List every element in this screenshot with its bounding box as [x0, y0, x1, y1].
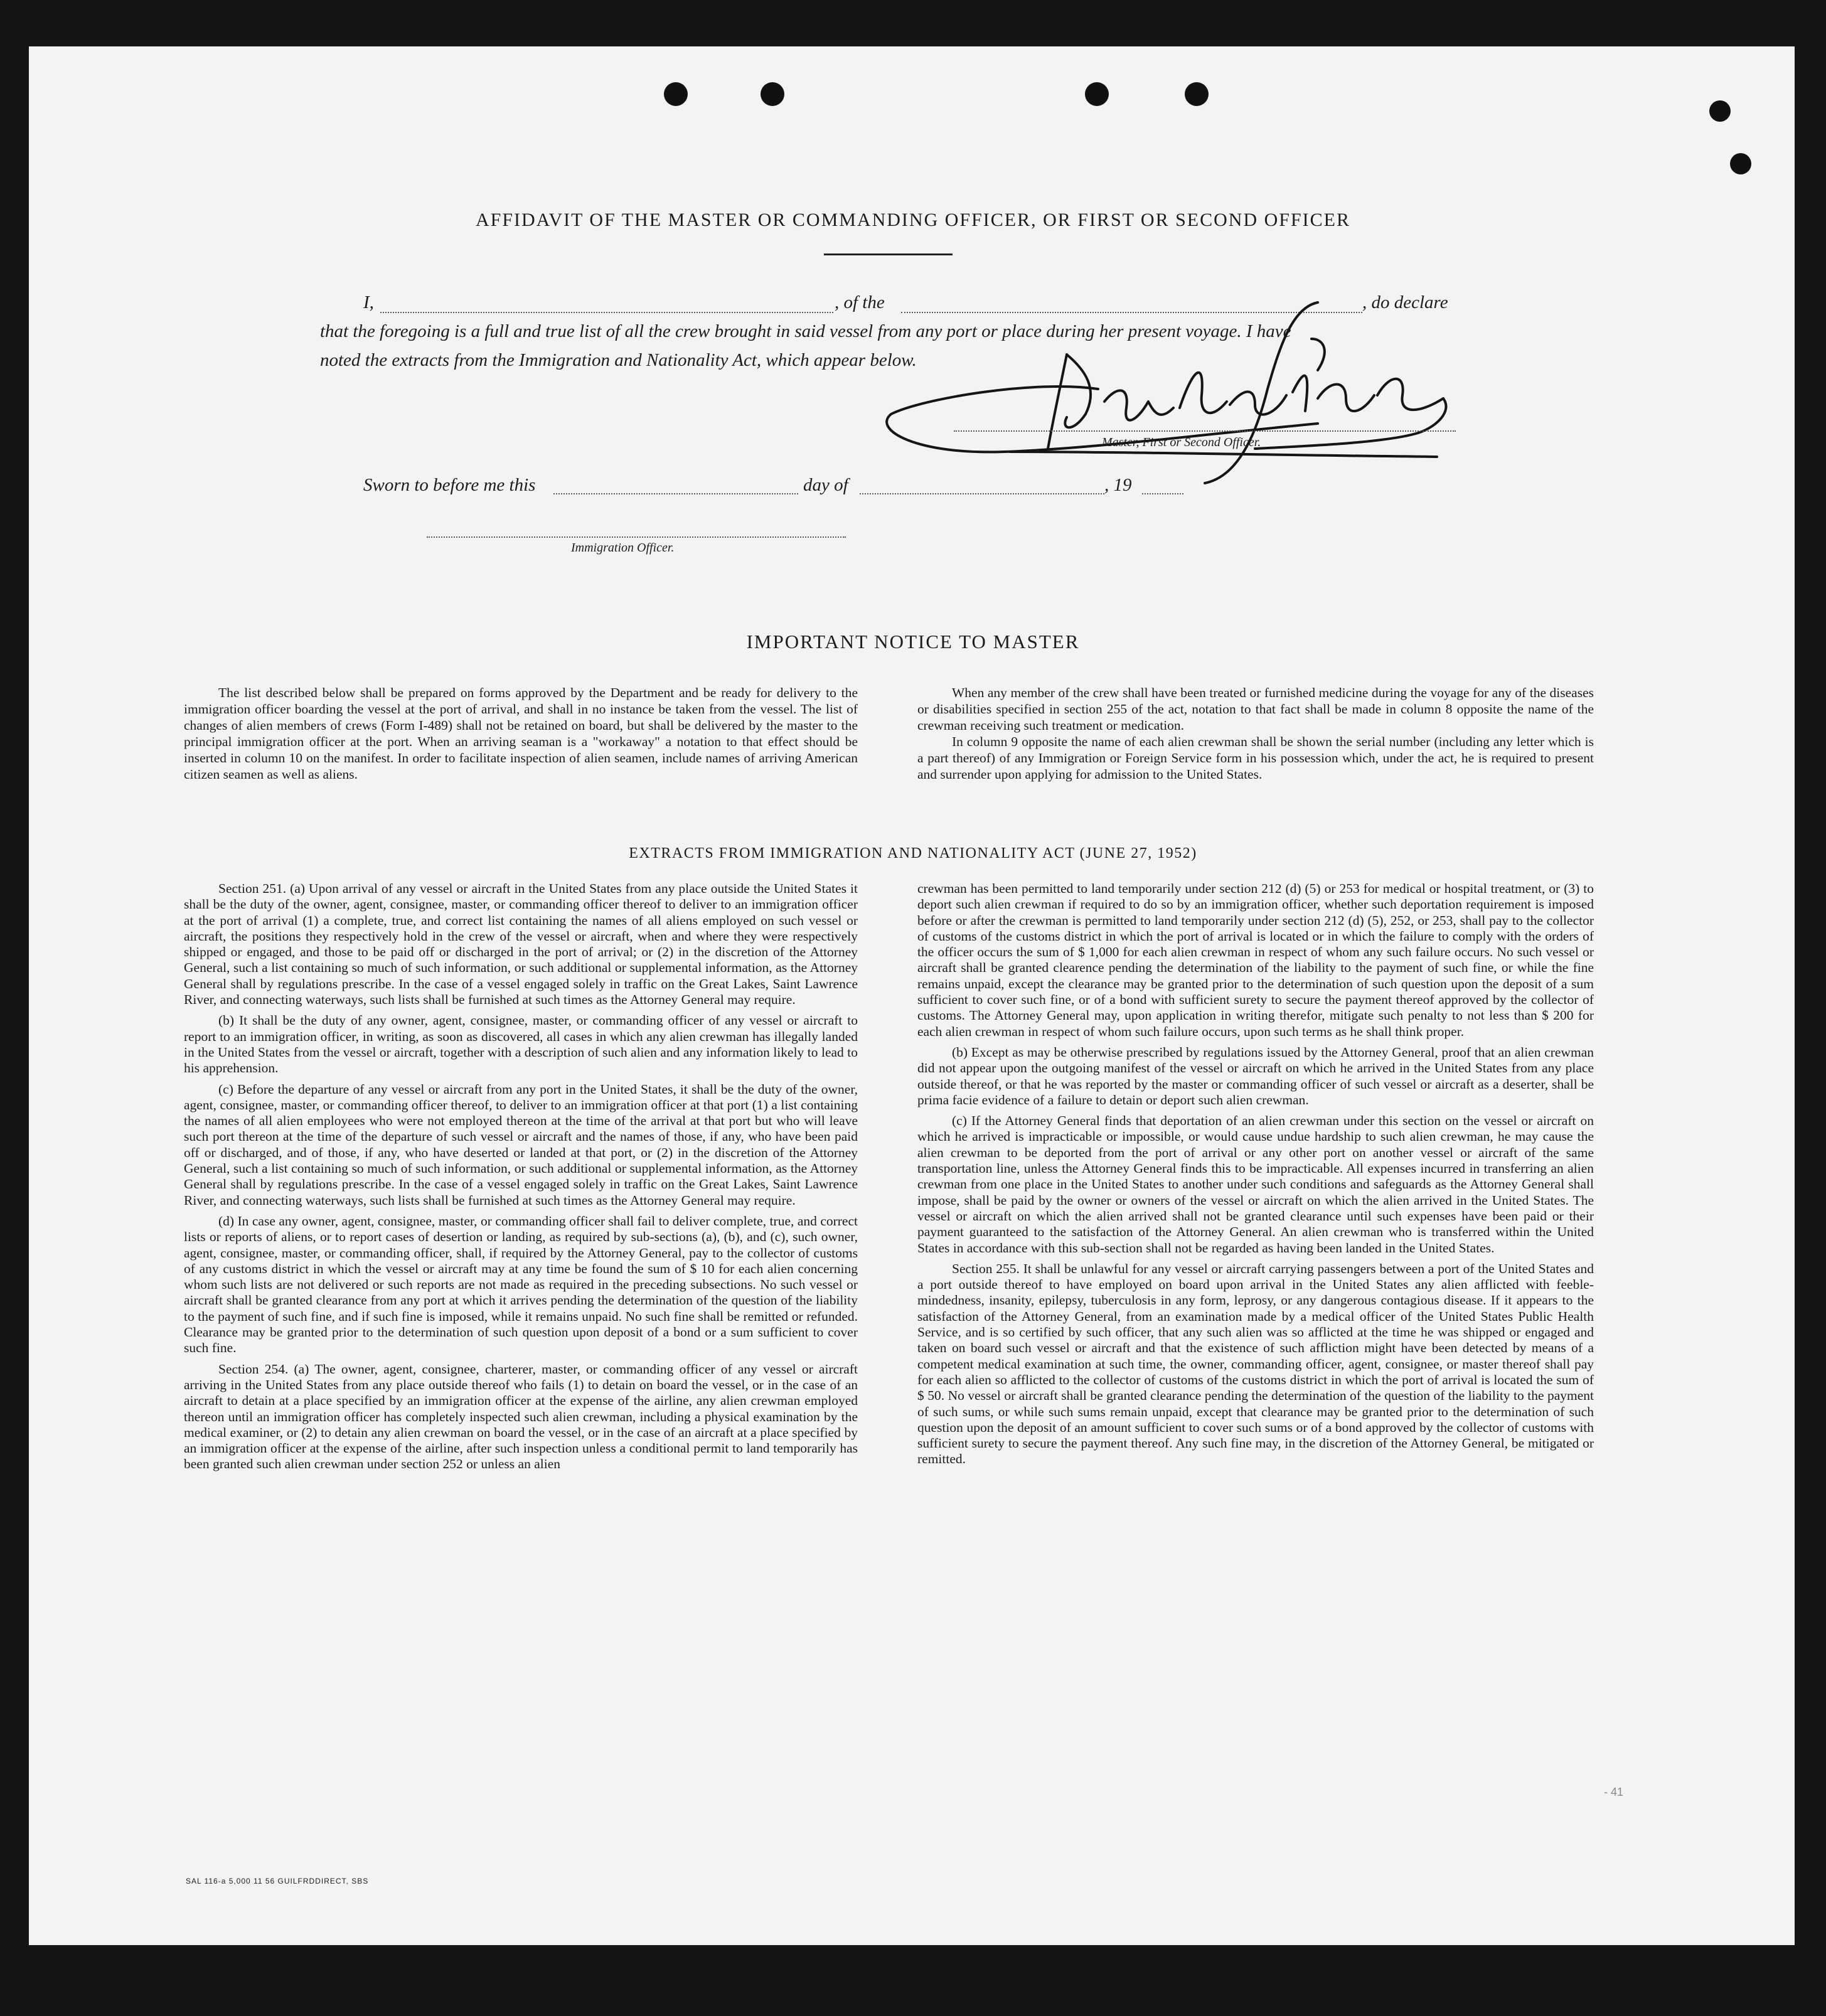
sworn-year: , 19 [1104, 475, 1132, 495]
punch-hole [1185, 82, 1209, 106]
edge-mark [1709, 100, 1731, 122]
extract-paragraph: (b) Except as may be otherwise prescribed by regulations issued by the Attorney General, proof that an alien crewman did not appear upon the outgoing manifest of the vessel or aircraft on which he arrived in the United States from any place outside thereof, or that he was reported by the master or commanding officer of such vessel or aircraft as a deserter, shall be prima facie evidence of a failure to detain or deport such alien crewman. [917, 1044, 1594, 1107]
affidavit-title: AFFIDAVIT OF THE MASTER OR COMMANDING OFFICER, OR FIRST OR SECOND OFFICER [475, 210, 1350, 230]
immigration-officer-line [427, 536, 846, 538]
month-blank [860, 493, 1104, 494]
extract-paragraph: Section 254. (a) The owner, agent, consignee, charterer, master, or commanding officer of any vessel or aircraft arriving in the United States from any place outside thereof who fails (1) to detain on board the vessel, or in the case of an aircraft to detain at a place specified by an immigration officer at the expense of the airline, any alien crewman employed thereon until an immigration officer has completely inspected such alien crewman, including a physical examination by the medical examiner, or (2) to detain any alien crewman on board the vessel, or in the case of an aircraft at a place specified by an immigration officer at the expense of the airline, after such inspection unless a conditional permit to land temporarily has been granted such alien crewman under section 252 or unless an alien [184, 1361, 858, 1472]
signature-image [878, 295, 1475, 508]
extracts-title: EXTRACTS FROM IMMIGRATION AND NATIONALITY ACT (JUNE 27, 1952) [629, 845, 1197, 861]
extract-paragraph: (c) Before the departure of any vessel or aircraft from any port in the United States, it shall be the duty of the owner, agent, consignee, master, or commanding officer thereof, to deliver to an immigration officer at that port (1) a list containing the names of all alien employees who were not employed thereon at the time of the arrival at that port but who will leave such port thereon at the time of the departure of such vessel or aircraft and the names of those, if any, who have been paid off or discharged, and of those, if any, who have deserted or landed at that port, or (2) in the discretion of the Attorney General, such a list containing so much of such information, or such additional or supplemental information, as the Attorney General shall by regulations prescribe. In the case of a vessel engaged solely in traffic on the Great Lakes, Saint Lawrence River, and connecting waterways, such lists shall be furnished at such times as the Attorney General may require. [184, 1081, 858, 1208]
day-blank [553, 493, 798, 494]
title-underline [824, 253, 953, 255]
extract-paragraph: Section 255. It shall be unlawful for any vessel or aircraft carrying passengers between a port of the United States and a port outside thereof to have employed on board upon arrival in the United States any alien afflicted with feeble-mindedness, insanity, epilepsy, tuberculosis in any form, leprosy, or any dangerous contagious disease. If it appears to the satisfaction of the Attorney General, from an examination made by a medical officer of the United States Public Health Service, and is so certified by such officer, that any such alien was so afflicted at the time he was shipped or engaged and taken on board such vessel or aircraft and that the existence of such affliction might have been detected by means of a competent medical examination at such time, the owner, commanding officer, agent, consignee, or master thereof shall pay for each alien so afflicted to the collector of customs of the customs district in which the port of arrival is located the sum of $ 50. No vessel or aircraft shall be granted clearance pending the determination of the question of the liability to the payment of such sums, or while such sums remain unpaid, except that clearance may be granted prior to the determination of such question upon the deposit of an amount sufficient to cover such sums or of a bond approved by the collector of customs with sufficient surety to secure the payment thereof. Any such fine may, in the discretion of the Attorney General, be mitigated or remitted. [917, 1261, 1594, 1467]
edge-mark [1730, 153, 1751, 174]
notice-right-column [917, 685, 1594, 782]
extract-paragraph: (b) It shall be the duty of any owner, agent, consignee, master, or commanding officer of any vessel or aircraft to report to an immigration officer, in writing, as soon as discovered, all cases in which any alien crewman has illegally landed in the United States from the vessel or aircraft, together with a description of such alien and any information likely to lead to his apprehension. [184, 1013, 858, 1076]
extract-paragraph: Section 251. (a) Upon arrival of any vessel or aircraft in the United States from any place outside the United States it shall be the duty of the owner, agent, consignee, master, or commanding officer thereof to deliver to an immigration officer at the port of arrival (1) a complete, true, and correct list containing the names of all aliens employed on such vessel or aircraft, the positions they respectively hold in the crew of the vessel or aircraft, when and where they were respectively shipped or engaged, and those to be paid off or discharged in the port of arrival; or (2) in the discretion of the Attorney General, such a list containing so much of such information, or such additional or supplemental information, as the Attorney General shall by regulations prescribe. In the case of a vessel engaged solely in traffic on the Great Lakes, Saint Lawrence River, and connecting waterways, such lists shall be furnished at such times as the Attorney General may require. [184, 881, 858, 1008]
sworn-prefix: Sworn to before me this [363, 475, 536, 495]
extract-paragraph: (d) In case any owner, agent, consignee, master, or commanding officer shall fail to deliver complete, true, and correct lists or reports of aliens, or to report cases of desertion or landing, as required by sub-sections (a), (b), and (c), such owner, agent, consignee, master, or commanding officer, shall, if required by the Attorney General, pay to the collector of customs of any customs district in which the vessel or aircraft may at any time be found the sum of $ 10 for each alien concerning whom such lists are not delivered or such reports are not made as required in the preceding subsections. No such vessel or aircraft shall be granted clearance from any port at which it arrives pending the determination of the question of the liability to the payment of such fine, and if such fine is imposed, while it remains unpaid. No such fine shall be remitted or refunded. Clearance may be granted prior to the determination of such question upon deposit of a bond or a sum sufficient to cover such fine. [184, 1213, 858, 1356]
immigration-officer-caption: Immigration Officer. [571, 541, 675, 555]
extracts-right-column [917, 881, 1594, 1473]
punch-hole [761, 82, 784, 106]
sworn-day-of: day of [803, 475, 848, 495]
notice-left-column [184, 685, 858, 782]
extract-paragraph: (c) If the Attorney General finds that deportation of an alien crewman under this section on the vessel or aircraft on which he arrived is impracticable or impossible, or would cause undue hardship to such alien crewman, he may cause the alien crewman to be deported from the port of arrival or any other port on another vessel or aircraft of the same transportation line, unless the Attorney General finds this to be impracticable. All expenses incurred in transferring an alien crewman from one place in the United States to another under such conditions and safeguards as the Attorney General shall impose, shall be paid by the owner or owners of the vessel or aircraft on which the alien arrived in the United States. The vessel or aircraft on which the alien arrived shall not be granted clearance until such expenses have been paid or their payment guaranteed to the satisfaction of the Attorney General. An alien crewman who is transferred within the United States in accordance with this sub-section shall not be regarded as having been landed in the United States. [917, 1113, 1594, 1256]
notice-title: IMPORTANT NOTICE TO MASTER [746, 631, 1080, 653]
affidavit-line-1-i: I, [363, 292, 374, 312]
extract-paragraph: crewman has been permitted to land temporarily under section 212 (d) (5) or 253 for medical or hospital treatment, or (3) to deport such alien crewman if required to do so by an immigration officer, whether such deportation requirement is imposed before or after the crewman is permitted to land temporarily under section 212 (d) (5), 252, or 253, shall pay to the collector of customs of the customs district in which the port of arrival is located or in which the failure to comply with the orders of the officer occurs the sum of $ 1,000 for each alien crewman in respect of whom any such failure occurs. No such vessel or aircraft shall be granted clearence pending the determination of the liability to the payment of such fine, or while the fine remains unpaid, except the clearance may be granted prior to the determination of such question upon the deposit of a sum sufficient to cover such fine, or of a bond with sufficient surety to secure the payment thereof approved by the collector of customs. The Attorney General may, upon application in writing therefor, mitigate such penalty to not less than $ 200 for each alien crewman in respect of whom such failure occurs, upon such terms as he shall think proper. [917, 881, 1594, 1039]
punch-hole [1085, 82, 1109, 106]
notice-right-paragraph-1: When any member of the crew shall have been treated or furnished medicine during the voyage for any of the diseases or disabilities specified in section 255 of the act, notation to that fact shall be made in column 8 opposite the name of the crewman receiving such treatment or medication. [917, 685, 1594, 733]
notice-right-paragraph-2: In column 9 opposite the name of each alien crewman shall be shown the serial number (including any letter which is a part thereof) of any Immigration or Foreign Service form in his possession which, under the act, he is required to present and surrender upon applying for admission to the United States. [917, 734, 1594, 782]
affidavit-line-2: that the foregoing is a full and true list of all the crew brought in said vessel from any port or place during her present voyage. I have [320, 321, 1291, 341]
signature-line [954, 430, 1456, 432]
affidavit-line-1-of-the: , of the [835, 292, 885, 312]
affidavit-line-3: noted the extracts from the Immigration and Nationality Act, which appear below. [320, 350, 917, 370]
year-blank [1142, 493, 1183, 494]
notice-left-paragraph: The list described below shall be prepared on forms approved by the Department and be ready for delivery to the immigration officer boarding the vessel at the port of arrival, and shall in no instance be taken from the vessel. The list of changes of alien members of crews (Form I-489) shall not be retained on board, but shall be delivered by the master to the principal immigration officer at the port. When an arriving seaman is a "workaway" a notation to that effect should be inserted in column 10 on the manifest. In order to facilitate inspection of alien seamen, include names of arriving American citizen seamen as well as aliens. [184, 685, 858, 782]
affidavit-line-1-declare: , do declare [1362, 292, 1448, 312]
stamp-marks: - 41 [1604, 1786, 1624, 1798]
name-blank [380, 312, 833, 313]
punch-hole [664, 82, 688, 106]
form-code: SAL 116-a 5,000 11 56 GUILFRDDIRECT, SBS [186, 1877, 369, 1885]
signature-caption: Master, First or Second Officer. [1102, 435, 1261, 449]
extracts-left-column [184, 881, 858, 1478]
